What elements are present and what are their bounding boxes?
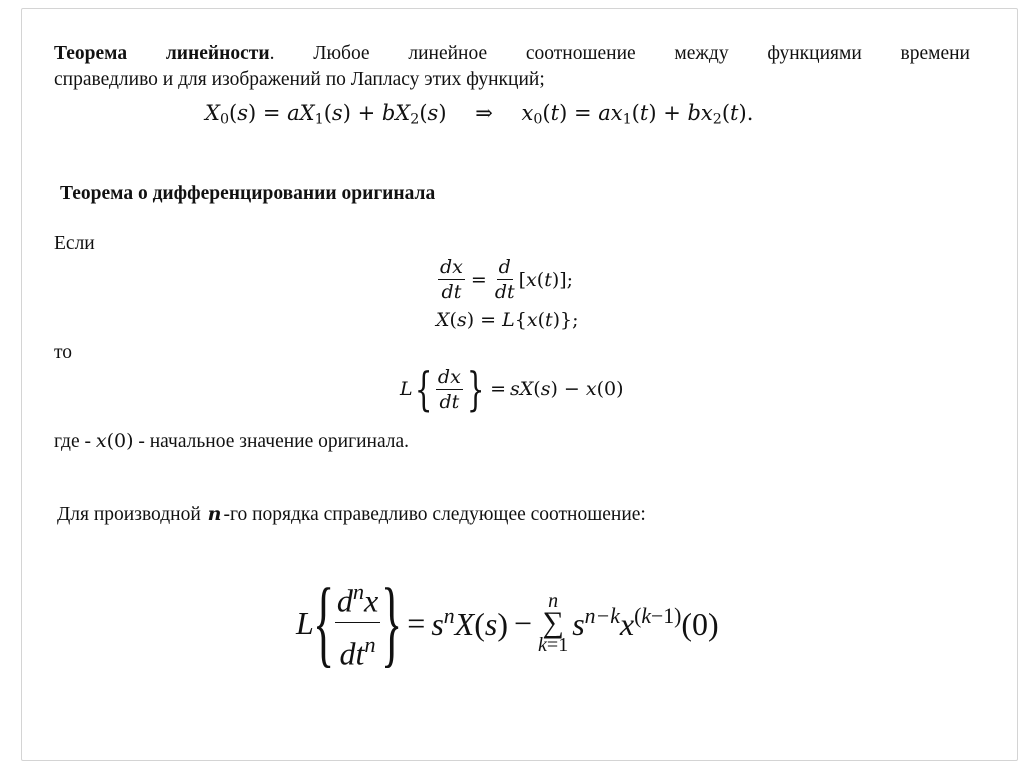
linearity-text-line1: . Любое линейное соотношение между функциями времени: [269, 43, 970, 64]
initial-value-symbol: x(0): [95, 430, 134, 452]
nth-derivative-formula: L { $\frac{d^nx}{dt^n}$ } = $s^nX(s)$ − n ∑ k=1 $s^{n-k}x^{(k-1)}(0)$: [296, 569, 719, 677]
differentiation-title: Теорема о дифференцировании оригинала: [60, 183, 436, 204]
linearity-title: Теорема линейности: [54, 43, 270, 64]
fraction-dnx-dtn: $\frac{d^nx}{dt^n}$: [335, 572, 380, 674]
nth-order-suffix: -го порядка справедливо следующее соотношение:: [223, 504, 646, 525]
linearity-paragraph-line2: справедливо и для изображений по Лапласу этих функций;: [54, 69, 545, 90]
fraction-dx-dt: $\frac{dx}{dt}$: [440, 256, 463, 303]
n-symbol: n: [207, 503, 222, 525]
then-word: то: [54, 342, 73, 363]
linearity-paragraph-line1: [54, 41, 970, 67]
summation-icon: n ∑ k=1: [538, 590, 569, 656]
where-prefix: где -: [54, 431, 91, 452]
differentiation-result-formula: L { $\frac{dx}{dt}$ } = sX(s) − x(0): [400, 362, 624, 416]
where-suffix: - начальное значение оригинала.: [138, 431, 410, 452]
nth-order-statement: [57, 501, 646, 528]
fraction-d-dt: $\frac{d}{dt}$: [494, 256, 515, 303]
curly-brace-icon: {: [312, 569, 334, 677]
derivative-definition-formula: $\frac{dx}{dt}$ = $\frac{d}{dt}$ [x(t)];: [440, 256, 574, 303]
curly-brace-icon: {: [414, 362, 433, 416]
linearity-formula: $X_0(s) = aX_1(s) + bX_2(s)$ ⇒ $x_0(t) = ax_1(t) + bx_2(t)$.: [205, 101, 754, 128]
implies-arrow-icon: ⇒: [475, 101, 493, 125]
laplace-definition-formula: X(s) = L{x(t)};: [436, 309, 579, 331]
nth-order-prefix: Для производной: [57, 504, 201, 525]
where-line: [54, 428, 409, 455]
fraction-dx-dt-2: $\frac{dx}{dt}$: [437, 365, 461, 413]
if-word: Если: [54, 233, 95, 254]
